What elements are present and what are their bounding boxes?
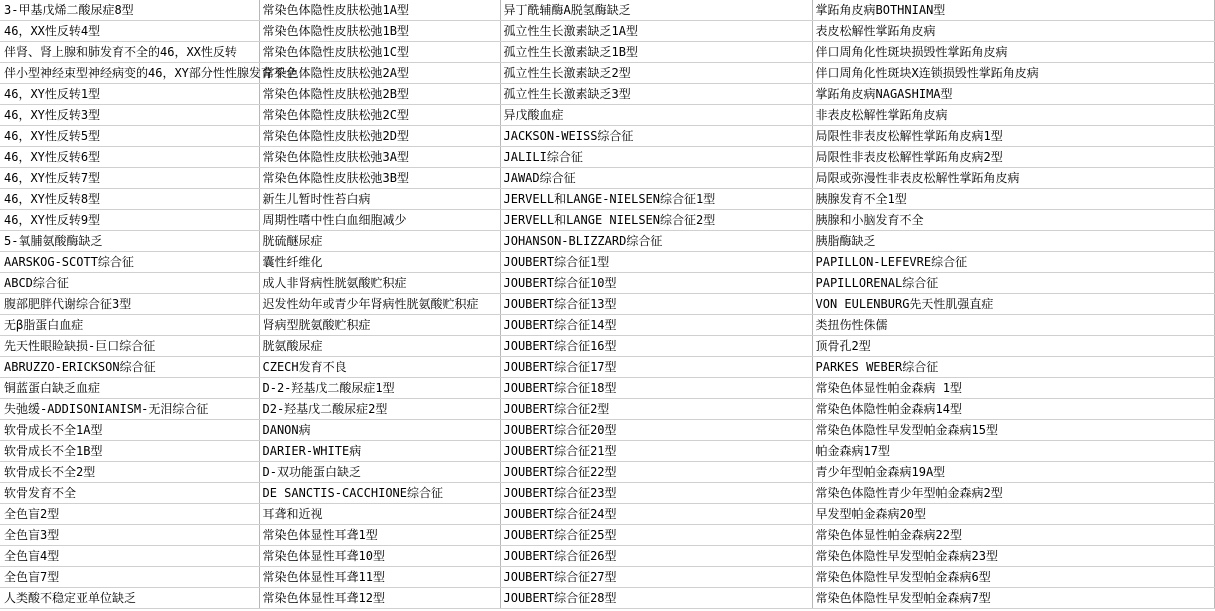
table-cell[interactable]: 掌跖角皮病NAGASHIMA型 <box>812 84 1214 105</box>
table-cell[interactable]: 异丁酰辅酶A脱氢酶缺乏 <box>500 0 812 21</box>
table-cell[interactable]: JERVELL和LANGE-NIELSEN综合征1型 <box>500 189 812 210</box>
table-row <box>0 42 1214 63</box>
table-cell[interactable]: 46，XY性反转7型 <box>0 168 259 189</box>
table-cell[interactable]: 常染色体显性耳聋10型 <box>259 546 500 567</box>
table-cell[interactable]: 46，XY性反转1型 <box>0 84 259 105</box>
table-cell[interactable]: 常染色体隐性皮肤松弛1B型 <box>259 21 500 42</box>
table-cell[interactable]: 胰脂酶缺乏 <box>812 231 1214 252</box>
table-row <box>0 315 1214 336</box>
table-cell[interactable]: 软骨发育不全 <box>0 483 259 504</box>
table-row <box>0 399 1214 420</box>
table-cell[interactable]: 常染色体隐性早发型帕金森病6型 <box>812 567 1214 588</box>
table-cell[interactable]: 孤立性生长激素缺乏3型 <box>500 84 812 105</box>
table-cell[interactable]: 失弛缓-ADDISONIANISM-无泪综合征 <box>0 399 259 420</box>
table-cell[interactable]: JOUBERT综合征27型 <box>500 567 812 588</box>
table-row <box>0 462 1214 483</box>
table-cell[interactable]: 全色盲7型 <box>0 567 259 588</box>
table-row <box>0 525 1214 546</box>
table-cell[interactable]: 常染色体隐性皮肤松弛2D型 <box>259 126 500 147</box>
table-cell[interactable]: 周期性嗜中性白血细胞减少 <box>259 210 500 231</box>
table-cell[interactable]: 46，XY性反转3型 <box>0 105 259 126</box>
table-cell[interactable]: 孤立性生长激素缺乏1A型 <box>500 21 812 42</box>
table-cell[interactable]: 局限或弥漫性非表皮松解性掌跖角皮病 <box>812 168 1214 189</box>
table-cell[interactable]: 常染色体隐性皮肤松弛3A型 <box>259 147 500 168</box>
table-cell[interactable]: 腹部肥胖代谢综合征3型 <box>0 294 259 315</box>
table-cell[interactable]: CZECH发育不良 <box>259 357 500 378</box>
table-cell[interactable]: 胰腺和小脑发育不全 <box>812 210 1214 231</box>
table-row <box>0 420 1214 441</box>
table-cell[interactable]: 掌跖角皮病BOTHNIAN型 <box>812 0 1214 21</box>
table-cell[interactable]: 46，XY性反转6型 <box>0 147 259 168</box>
table-cell[interactable]: 胱氨酸尿症 <box>259 336 500 357</box>
table-cell[interactable]: 伴肾、肾上腺和肺发育不全的46，XX性反转 <box>0 42 259 63</box>
table-cell[interactable]: 囊性纤维化 <box>259 252 500 273</box>
table-cell[interactable]: 伴口周角化性斑块损毁性掌跖角皮病 <box>812 42 1214 63</box>
table-cell[interactable]: JOUBERT综合征25型 <box>500 525 812 546</box>
table-row <box>0 441 1214 462</box>
table-cell[interactable]: 全色盲2型 <box>0 504 259 525</box>
table-cell[interactable]: 常染色体隐性皮肤松弛3B型 <box>259 168 500 189</box>
table-row <box>0 63 1214 84</box>
table-cell[interactable]: VON EULENBURG先天性肌强直症 <box>812 294 1214 315</box>
table-cell[interactable]: 伴小型神经束型神经病变的46，XY部分性性腺发育不全 <box>0 63 259 84</box>
table-cell[interactable]: JOHANSON-BLIZZARD综合征 <box>500 231 812 252</box>
table-cell[interactable]: DE SANCTIS-CACCHIONE综合征 <box>259 483 500 504</box>
table-cell[interactable]: 3-甲基戊烯二酸尿症8型 <box>0 0 259 21</box>
table-row <box>0 126 1214 147</box>
table-cell[interactable]: 5-氧脯氨酸酶缺乏 <box>0 231 259 252</box>
table-cell[interactable]: 迟发性幼年或青少年肾病性胱氨酸贮积症 <box>259 294 500 315</box>
table-cell[interactable]: 伴口周角化性斑块X连锁损毁性掌跖角皮病 <box>812 63 1214 84</box>
table-cell[interactable]: 软骨成长不全1B型 <box>0 441 259 462</box>
table-row <box>0 84 1214 105</box>
table-cell[interactable]: ABRUZZO-ERICKSON综合征 <box>0 357 259 378</box>
table-row <box>0 252 1214 273</box>
table-cell[interactable]: 顶骨孔2型 <box>812 336 1214 357</box>
table-row <box>0 21 1214 42</box>
table-cell[interactable]: 常染色体显性耳聋12型 <box>259 588 500 609</box>
table-cell[interactable]: JOUBERT综合征2型 <box>500 399 812 420</box>
table-cell[interactable]: JERVELL和LANGE NIELSEN综合征2型 <box>500 210 812 231</box>
table-cell[interactable]: JOUBERT综合征16型 <box>500 336 812 357</box>
table-cell[interactable]: D-2-羟基戊二酸尿症1型 <box>259 378 500 399</box>
table-cell[interactable]: JAWAD综合征 <box>500 168 812 189</box>
table-row <box>0 336 1214 357</box>
table-cell[interactable]: 孤立性生长激素缺乏2型 <box>500 63 812 84</box>
table-cell[interactable]: 46，XY性反转5型 <box>0 126 259 147</box>
table-cell[interactable]: JACKSON-WEISS综合征 <box>500 126 812 147</box>
table-cell[interactable]: ABCD综合征 <box>0 273 259 294</box>
table-cell[interactable]: D2-羟基戊二酸尿症2型 <box>259 399 500 420</box>
table-cell[interactable]: 新生儿暂时性苔白病 <box>259 189 500 210</box>
table-cell[interactable]: 全色盲4型 <box>0 546 259 567</box>
table-cell[interactable]: PAPILLORENAL综合征 <box>812 273 1214 294</box>
table-cell[interactable]: JALILI综合征 <box>500 147 812 168</box>
table-cell[interactable]: 常染色体显性耳聋1型 <box>259 525 500 546</box>
table-cell[interactable]: JOUBERT综合征24型 <box>500 504 812 525</box>
table-cell[interactable]: PARKES WEBER综合征 <box>812 357 1214 378</box>
table-cell[interactable]: 胰腺发育不全1型 <box>812 189 1214 210</box>
table-cell[interactable]: JOUBERT综合征1型 <box>500 252 812 273</box>
table-cell[interactable]: 青少年型帕金森病19A型 <box>812 462 1214 483</box>
table-cell[interactable]: 局限性非表皮松解性掌跖角皮病2型 <box>812 147 1214 168</box>
table-cell[interactable]: D-双功能蛋白缺乏 <box>259 462 500 483</box>
table-cell[interactable]: 常染色体显性耳聋11型 <box>259 567 500 588</box>
table-row <box>0 504 1214 525</box>
table-cell[interactable]: 成人非肾病性胱氨酸贮积症 <box>259 273 500 294</box>
table-cell[interactable]: 常染色体显性帕金森病22型 <box>812 525 1214 546</box>
table-cell[interactable]: 46，XX性反转4型 <box>0 21 259 42</box>
table-cell[interactable]: PAPILLON-LEFEVRE综合征 <box>812 252 1214 273</box>
table-cell[interactable]: 异戊酸血症 <box>500 105 812 126</box>
table-cell[interactable]: JOUBERT综合征26型 <box>500 546 812 567</box>
table-cell[interactable]: 无β脂蛋白血症 <box>0 315 259 336</box>
table-cell[interactable]: 常染色体隐性早发型帕金森病7型 <box>812 588 1214 609</box>
table-cell[interactable]: 常染色体隐性早发型帕金森病15型 <box>812 420 1214 441</box>
table-cell[interactable]: DARIER-WHITE病 <box>259 441 500 462</box>
table-row <box>0 0 1214 21</box>
table-cell[interactable]: 46，XY性反转9型 <box>0 210 259 231</box>
table-cell[interactable]: 胱硫醚尿症 <box>259 231 500 252</box>
table-cell[interactable]: 常染色体隐性青少年型帕金森病2型 <box>812 483 1214 504</box>
table-cell[interactable]: 局限性非表皮松解性掌跖角皮病1型 <box>812 126 1214 147</box>
table-cell[interactable]: 软骨成长不全2型 <box>0 462 259 483</box>
table-cell[interactable]: 常染色体隐性帕金森病14型 <box>812 399 1214 420</box>
table-cell[interactable]: JOUBERT综合征23型 <box>500 483 812 504</box>
table-row <box>0 357 1214 378</box>
table-row <box>0 147 1214 168</box>
table-cell[interactable]: 常染色体隐性皮肤松弛2C型 <box>259 105 500 126</box>
table-row <box>0 294 1214 315</box>
table-row <box>0 546 1214 567</box>
table-cell[interactable]: 常染色体隐性早发型帕金森病23型 <box>812 546 1214 567</box>
table-cell[interactable]: 常染色体显性帕金森病 1型 <box>812 378 1214 399</box>
table-cell[interactable]: 铜蓝蛋白缺乏血症 <box>0 378 259 399</box>
table-cell[interactable]: 先天性眼睑缺损-巨口综合征 <box>0 336 259 357</box>
table-row <box>0 483 1214 504</box>
table-row <box>0 567 1214 588</box>
table-row <box>0 273 1214 294</box>
table-cell[interactable]: 全色盲3型 <box>0 525 259 546</box>
table-cell[interactable]: 软骨成长不全1A型 <box>0 420 259 441</box>
table-cell[interactable]: 帕金森病17型 <box>812 441 1214 462</box>
table-cell[interactable]: JOUBERT综合征13型 <box>500 294 812 315</box>
table-cell[interactable]: 常染色体隐性皮肤松弛2A型 <box>259 63 500 84</box>
table-cell[interactable]: 孤立性生长激素缺乏1B型 <box>500 42 812 63</box>
table-cell[interactable]: 人类酸不稳定亚单位缺乏 <box>0 588 259 609</box>
table-cell[interactable]: 肾病型胱氨酸贮积症 <box>259 315 500 336</box>
table-row <box>0 105 1214 126</box>
table-row <box>0 378 1214 399</box>
table-row <box>0 231 1214 252</box>
table-cell[interactable]: AARSKOG-SCOTT综合征 <box>0 252 259 273</box>
table-cell[interactable]: 表皮松解性掌跖角皮病 <box>812 21 1214 42</box>
table-cell[interactable]: JOUBERT综合征20型 <box>500 420 812 441</box>
table-cell[interactable]: 46，XY性反转8型 <box>0 189 259 210</box>
table-cell[interactable]: 早发型帕金森病20型 <box>812 504 1214 525</box>
table-row <box>0 168 1214 189</box>
table-cell[interactable]: JOUBERT综合征21型 <box>500 441 812 462</box>
table-cell[interactable]: 常染色体隐性皮肤松弛2B型 <box>259 84 500 105</box>
table-cell[interactable]: 类扭伤性侏儒 <box>812 315 1214 336</box>
table-cell[interactable]: JOUBERT综合征10型 <box>500 273 812 294</box>
table-cell[interactable]: 耳聋和近视 <box>259 504 500 525</box>
table-cell[interactable]: JOUBERT综合征28型 <box>500 588 812 609</box>
table-cell[interactable]: JOUBERT综合征22型 <box>500 462 812 483</box>
table-row <box>0 189 1214 210</box>
table-cell[interactable]: 常染色体隐性皮肤松弛1A型 <box>259 0 500 21</box>
table-cell[interactable]: 非表皮松解性掌跖角皮病 <box>812 105 1214 126</box>
table-row <box>0 588 1214 609</box>
table-cell[interactable]: 常染色体隐性皮肤松弛1C型 <box>259 42 500 63</box>
table-row <box>0 210 1214 231</box>
table-cell[interactable]: JOUBERT综合征17型 <box>500 357 812 378</box>
table-cell[interactable]: JOUBERT综合征18型 <box>500 378 812 399</box>
table-cell[interactable]: JOUBERT综合征14型 <box>500 315 812 336</box>
table-cell[interactable]: DANON病 <box>259 420 500 441</box>
